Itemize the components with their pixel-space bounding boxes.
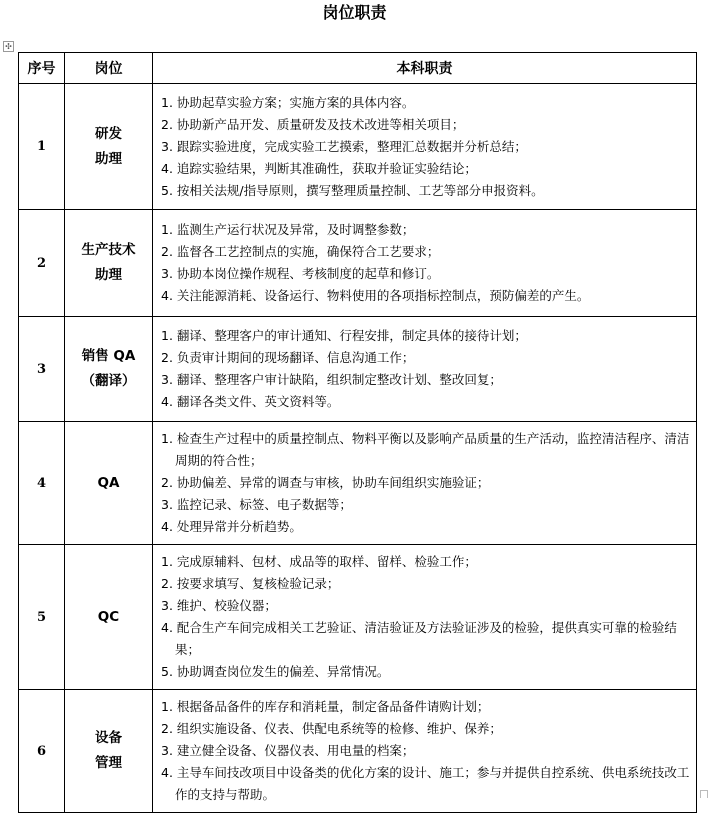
duty-item: 5. 协助调查岗位发生的偏差、异常情况。 xyxy=(161,664,390,679)
duty-item: 3. 监控记录、标签、电子数据等； xyxy=(161,497,352,512)
position-name: 助理 xyxy=(95,150,122,167)
duties-table xyxy=(18,52,697,813)
duty-item: 3. 协助本岗位操作规程、考核制度的起草和修订。 xyxy=(161,266,440,281)
duty-item: 2. 监督各工艺控制点的实施，确保符合工艺要求； xyxy=(161,244,440,259)
duties-cell xyxy=(153,422,697,545)
duty-item: 2. 协助偏差、异常的调查与审核，协助车间组织实施验证； xyxy=(161,475,490,490)
position-cell xyxy=(65,690,153,813)
position-cell xyxy=(65,210,153,317)
position-name: QA xyxy=(97,474,120,491)
position-name: 销售 QA xyxy=(81,348,136,364)
duty-item: 1. 根据备品备件的库存和消耗量，制定备品备件请购计划； xyxy=(161,699,490,714)
duty-item: 1. 监测生产运行状况及异常，及时调整参数； xyxy=(161,222,415,237)
duty-item: 3. 翻译、整理客户审计缺陷，组织制定整改计划、整改回复； xyxy=(161,372,502,387)
document-title: 岗位职责 xyxy=(322,3,387,22)
duty-item: 3. 跟踪实验进度，完成实验工艺摸索，整理汇总数据并分析总结； xyxy=(161,138,527,154)
duty-item: 2. 按要求填写、复核检验记录； xyxy=(161,576,340,591)
header-position: 岗位 xyxy=(65,53,153,84)
duties-cell xyxy=(153,690,697,813)
duty-item: 1. 翻译、整理客户的审计通知、行程安排，制定具体的接待计划； xyxy=(161,328,527,343)
duty-item: 4. 翻译各类文件、英文资料等。 xyxy=(161,394,340,409)
position-name: 生产技术 xyxy=(81,242,136,258)
row-number: 2 xyxy=(19,210,65,317)
position-cell xyxy=(65,317,153,422)
cell-end-mark xyxy=(700,790,708,798)
position-cell xyxy=(65,545,153,690)
duties-cell xyxy=(153,210,697,317)
duty-item: 5. 按相关法规/指导原则，撰写整理质量控制、工艺等部分申报资料。 xyxy=(161,182,544,198)
table-move-handle-icon[interactable]: ✣ xyxy=(3,41,14,52)
table-header-row xyxy=(19,53,697,84)
duties-cell xyxy=(153,545,697,690)
position-name: QC xyxy=(97,608,120,625)
table-row xyxy=(19,422,697,545)
duty-item: 1. 协助起草实验方案；实施方案的具体内容。 xyxy=(161,94,415,110)
position-name: 管理 xyxy=(95,755,122,771)
header-duties: 本科职责 xyxy=(153,53,697,84)
table-row xyxy=(19,545,697,690)
position-cell xyxy=(65,84,153,210)
row-number: 3 xyxy=(19,317,65,422)
row-number: 4 xyxy=(19,422,65,545)
table-row xyxy=(19,84,697,210)
duty-item: 1. 完成原辅料、包材、成品等的取样、留样、检验工作； xyxy=(161,554,477,569)
table-row xyxy=(19,210,697,317)
duty-item: 3. 维护、校验仪器； xyxy=(161,598,277,613)
duty-item: 4. 主导车间技改项目中设备类的优化方案的设计、施工；参与并提供自控系统、供电系统技改工作的支持与帮助。 xyxy=(161,765,690,802)
duties-cell xyxy=(153,317,697,422)
duty-item: 1. 检查生产过程中的质量控制点、物料平衡以及影响产品质量的生产活动，监控清洁程序、清洁周期的符合性； xyxy=(161,431,690,468)
position-name: 研发 xyxy=(95,125,122,142)
duty-item: 4. 配合生产车间完成相关工艺验证、清洁验证及方法验证涉及的检验，提供真实可靠的检验结果； xyxy=(161,620,677,657)
duty-item: 4. 关注能源消耗、设备运行、物料使用的各项指标控制点，预防偏差的产生。 xyxy=(161,288,590,303)
duty-item: 4. 处理异常并分析趋势。 xyxy=(161,519,302,534)
duty-item: 2. 组织实施设备、仪表、供配电系统等的检修、维护、保养； xyxy=(161,721,502,736)
row-number: 6 xyxy=(19,690,65,813)
duty-item: 2. 负责审计期间的现场翻译、信息沟通工作； xyxy=(161,350,415,365)
duty-item: 4. 追踪实验结果，判断其准确性，获取并验证实验结论； xyxy=(161,160,477,176)
duty-item: 2. 协助新产品开发、质量研发及技术改进等相关项目； xyxy=(161,116,465,132)
duties-cell xyxy=(153,84,697,210)
table-row xyxy=(19,317,697,422)
position-name: 设备 xyxy=(95,730,122,746)
table-row xyxy=(19,690,697,813)
duty-item: 3. 建立健全设备、仪器仪表、用电量的档案； xyxy=(161,743,415,758)
position-cell xyxy=(65,422,153,545)
header-no: 序号 xyxy=(19,53,65,84)
row-number: 1 xyxy=(19,84,65,210)
row-number: 5 xyxy=(19,545,65,690)
position-name: 助理 xyxy=(95,267,122,283)
position-name: （翻译） xyxy=(81,373,136,389)
